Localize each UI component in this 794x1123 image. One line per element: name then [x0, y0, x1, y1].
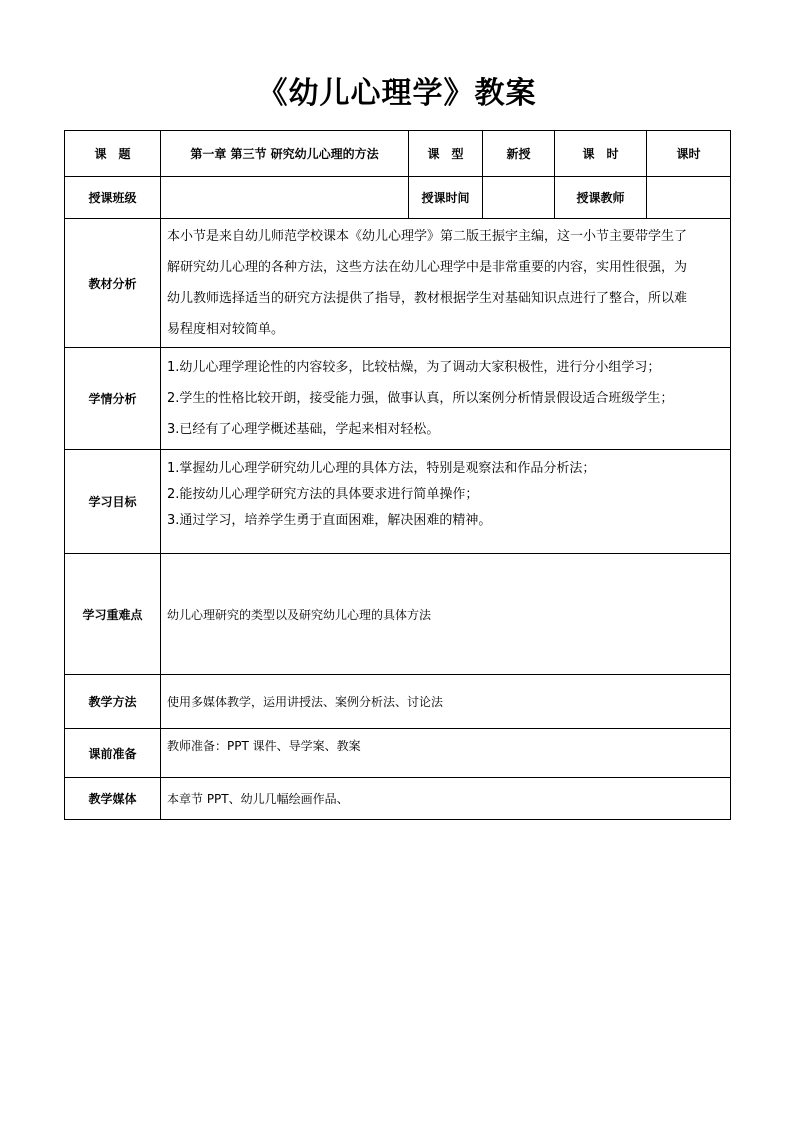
table-row-key-points: [65, 554, 731, 675]
student-analysis-label: 学情分析: [65, 348, 161, 450]
media-label: 教学媒体: [65, 778, 161, 820]
objectives-line: 3.通过学习，培养学生勇于直面困难，解决困难的精神。: [167, 513, 492, 528]
teacher-value: [647, 177, 731, 219]
hours-label: 课 时: [555, 131, 647, 177]
objectives-line: 2.能按幼儿心理学研究方法的具体要求进行简单操作；: [167, 487, 479, 502]
hours-value: 课时: [647, 131, 731, 177]
key-points-content: 幼儿心理研究的类型以及研究幼儿心理的具体方法: [161, 554, 731, 675]
preparation-label: 课前准备: [65, 729, 161, 778]
material-analysis-line: 幼儿教师选择适当的研究方法提供了指导，教材根据学生对基础知识点进行了整合，所以难: [167, 291, 688, 306]
table-row-objectives: [65, 450, 731, 554]
time-value: [483, 177, 555, 219]
teacher-label: 授课教师: [555, 177, 647, 219]
material-analysis-line: 本小节是来自幼儿师范学校课本《幼儿心理学》第二版王振宇主编，这一小节主要带学生了: [167, 229, 688, 244]
material-analysis-label: 教材分析: [65, 219, 161, 348]
class-value: [161, 177, 409, 219]
material-analysis-line: 易程度相对较简单。: [167, 322, 285, 337]
topic-value: 第一章 第三节 研究幼儿心理的方法: [161, 131, 409, 177]
student-analysis-content: [161, 348, 731, 450]
lesson-plan-table: [64, 130, 731, 820]
table-row-methods: [65, 675, 731, 729]
methods-label: 教学方法: [65, 675, 161, 729]
material-analysis-line: 解研究幼儿心理的各种方法，这些方法在幼儿心理学中是非常重要的内容，实用性很强，为: [167, 260, 688, 275]
table-row-preparation: [65, 729, 731, 778]
methods-content: 使用多媒体教学，运用讲授法、案例分析法、讨论法: [161, 675, 731, 729]
time-label: 授课时间: [409, 177, 483, 219]
table-row-topic: [65, 131, 731, 177]
material-analysis-content: [161, 219, 731, 348]
student-analysis-line: 2.学生的性格比较开朗，接受能力强，做事认真，所以案例分析情景假设适合班级学生；: [167, 391, 674, 406]
type-value: 新授: [483, 131, 555, 177]
table-row-student-analysis: [65, 348, 731, 450]
type-label: 课 型: [409, 131, 483, 177]
objectives-label: 学习目标: [65, 450, 161, 554]
student-analysis-line: 1.幼儿心理学理论性的内容较多，比较枯燥，为了调动大家积极性，进行分小组学习；: [167, 360, 661, 375]
key-points-label: 学习重难点: [65, 554, 161, 675]
topic-label: 课 题: [65, 131, 161, 177]
class-label: 授课班级: [65, 177, 161, 219]
student-analysis-line: 3.已经有了心理学概述基础，学起来相对轻松。: [167, 422, 440, 437]
media-content: 本章节 PPT、幼儿几幅绘画作品、: [161, 778, 731, 820]
objectives-content: [161, 450, 731, 554]
preparation-content: 教师准备：PPT 课件、导学案、教案: [161, 729, 731, 778]
table-row-media: [65, 778, 731, 820]
table-row-class: [65, 177, 731, 219]
objectives-line: 1.掌握幼儿心理学研究幼儿心理的具体方法，特别是观察法和作品分析法；: [167, 461, 596, 476]
page-title: 《幼儿心理学》教案: [257, 76, 537, 111]
table-row-material-analysis: [65, 219, 731, 348]
